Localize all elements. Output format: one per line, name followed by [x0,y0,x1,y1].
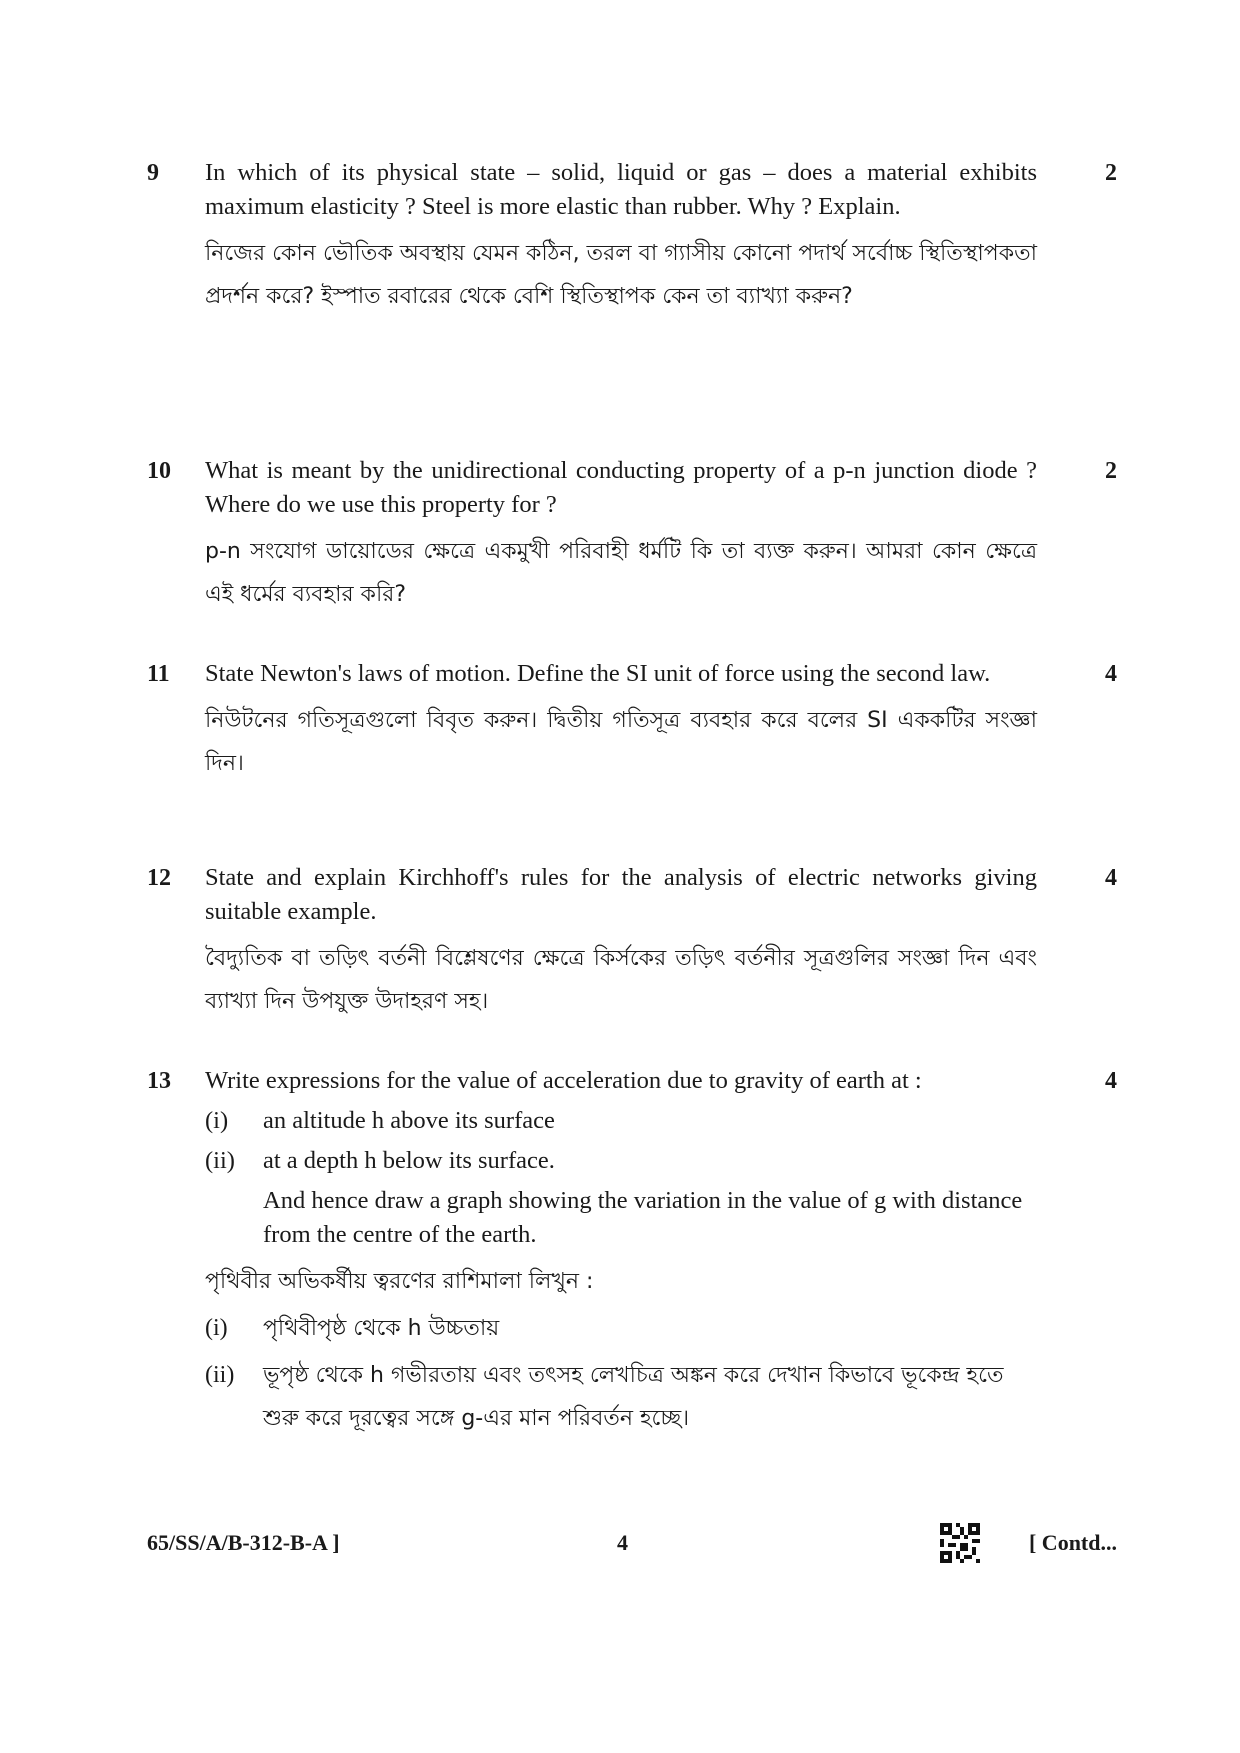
question-12 [147,861,1129,1023]
question-marks: 4 [1105,1068,1117,1094]
question-text-bengali: নিউটনের গতিসূত্রগুলো বিবৃত করুন। দ্বিতীয় গতিসূত্র ব্যবহার করে বলের SI এককটির সংজ্ঞা দিন। [205,708,1037,776]
page-footer [147,1523,1129,1563]
qr-code-icon [940,1523,980,1563]
sub-question-ii-bengali [205,1354,1037,1440]
question-11 [147,657,1129,785]
sub-question-text: at a depth h below its surface. [263,1147,555,1174]
sub-question-continuation: And hence draw a graph showing the variation in the value of g with distance from the centre of the earth. [263,1187,1023,1248]
question-number: 12 [147,865,171,891]
question-text-english: Write expressions for the value of acceleration due to gravity of earth at : [205,1067,922,1094]
sub-question-number: (i) [205,1315,228,1341]
question-number: 11 [147,661,170,687]
question-13 [147,1064,1129,1440]
paper-code: 65/SS/A/B-312-B-A ] [147,1530,340,1555]
sub-question-number: (i) [205,1107,229,1134]
question-text-bengali: নিজের কোন ভৌতিক অবস্থায় যেমন কঠিন, তরল বা গ্যাসীয় কোনো পদার্থ সর্বোচ্চ স্থিতিস্থাপকতা প্রদর্শন করে? ইস্পাত রবারের থেকে বেশি স্থিতিস্থাপক কেন তা ব্যাখ্যা করুন? [205,241,1037,309]
question-marks: 2 [1105,458,1117,484]
question-text-english: What is meant by the unidirectional conducting property of a p-n junction diode ? Where do we use this property for ? [205,457,1037,518]
question-number: 13 [147,1068,171,1094]
question-text-bengali: বৈদ্যুতিক বা তড়িৎ বর্তনী বিশ্লেষণের ক্ষেত্রে কির্সকের তড়িৎ বর্তনীর সূত্রগুলির সংজ্ঞা দিন এবং ব্যাখ্যা দিন উপযুক্ত উদাহরণ সহ। [205,946,1037,1014]
question-text-english: In which of its physical state – solid, liquid or gas – does a material exhibits maximum elasticity ? Steel is more elastic than rubber. Why ? Explain. [205,159,1037,220]
question-10 [147,454,1129,616]
sub-question-text: an altitude h above its surface [263,1107,555,1134]
question-marks: 4 [1105,661,1117,687]
continued-label: [ Contd... [1028,1530,1117,1555]
question-text-english: State Newton's laws of motion. Define the SI unit of force using the second law. [205,660,991,687]
question-marks: 2 [1105,160,1117,186]
sub-question-i [205,1104,1037,1138]
sub-question-text: ভূপৃষ্ঠ থেকে h গভীরতায় এবং তৎসহ লেখচিত্র অঙ্কন করে দেখান কিভাবে ভূকেন্দ্র হতে শুরু করে দূরত্বের সঙ্গে g-এর মান পরিবর্তন হচ্ছে। [263,1363,1004,1431]
question-number: 10 [147,458,171,484]
question-9 [147,156,1129,318]
sub-question-i-bengali [205,1307,1037,1350]
question-text-english: State and explain Kirchhoff's rules for the analysis of electric networks giving suitable example. [205,864,1037,925]
question-text-bengali: p-n সংযোগ ডায়োডের ক্ষেত্রে একমুখী পরিবাহী ধর্মটি কি তা ব্যক্ত করুন। আমরা কোন ক্ষেত্রে এই ধর্মের ব্যবহার করি? [205,539,1037,607]
page-number: 4 [617,1530,628,1555]
sub-question-number: (ii) [205,1362,235,1388]
sub-question-number: (ii) [205,1147,235,1174]
sub-question-ii [205,1144,1037,1178]
question-marks: 4 [1105,865,1117,891]
question-text-bengali: পৃথিবীর অভিকর্ষীয় ত্বরণের রাশিমালা লিখুন : [205,1269,594,1294]
question-number: 9 [147,160,159,186]
sub-question-text: পৃথিবীপৃষ্ঠ থেকে h উচ্চতায় [263,1316,500,1341]
